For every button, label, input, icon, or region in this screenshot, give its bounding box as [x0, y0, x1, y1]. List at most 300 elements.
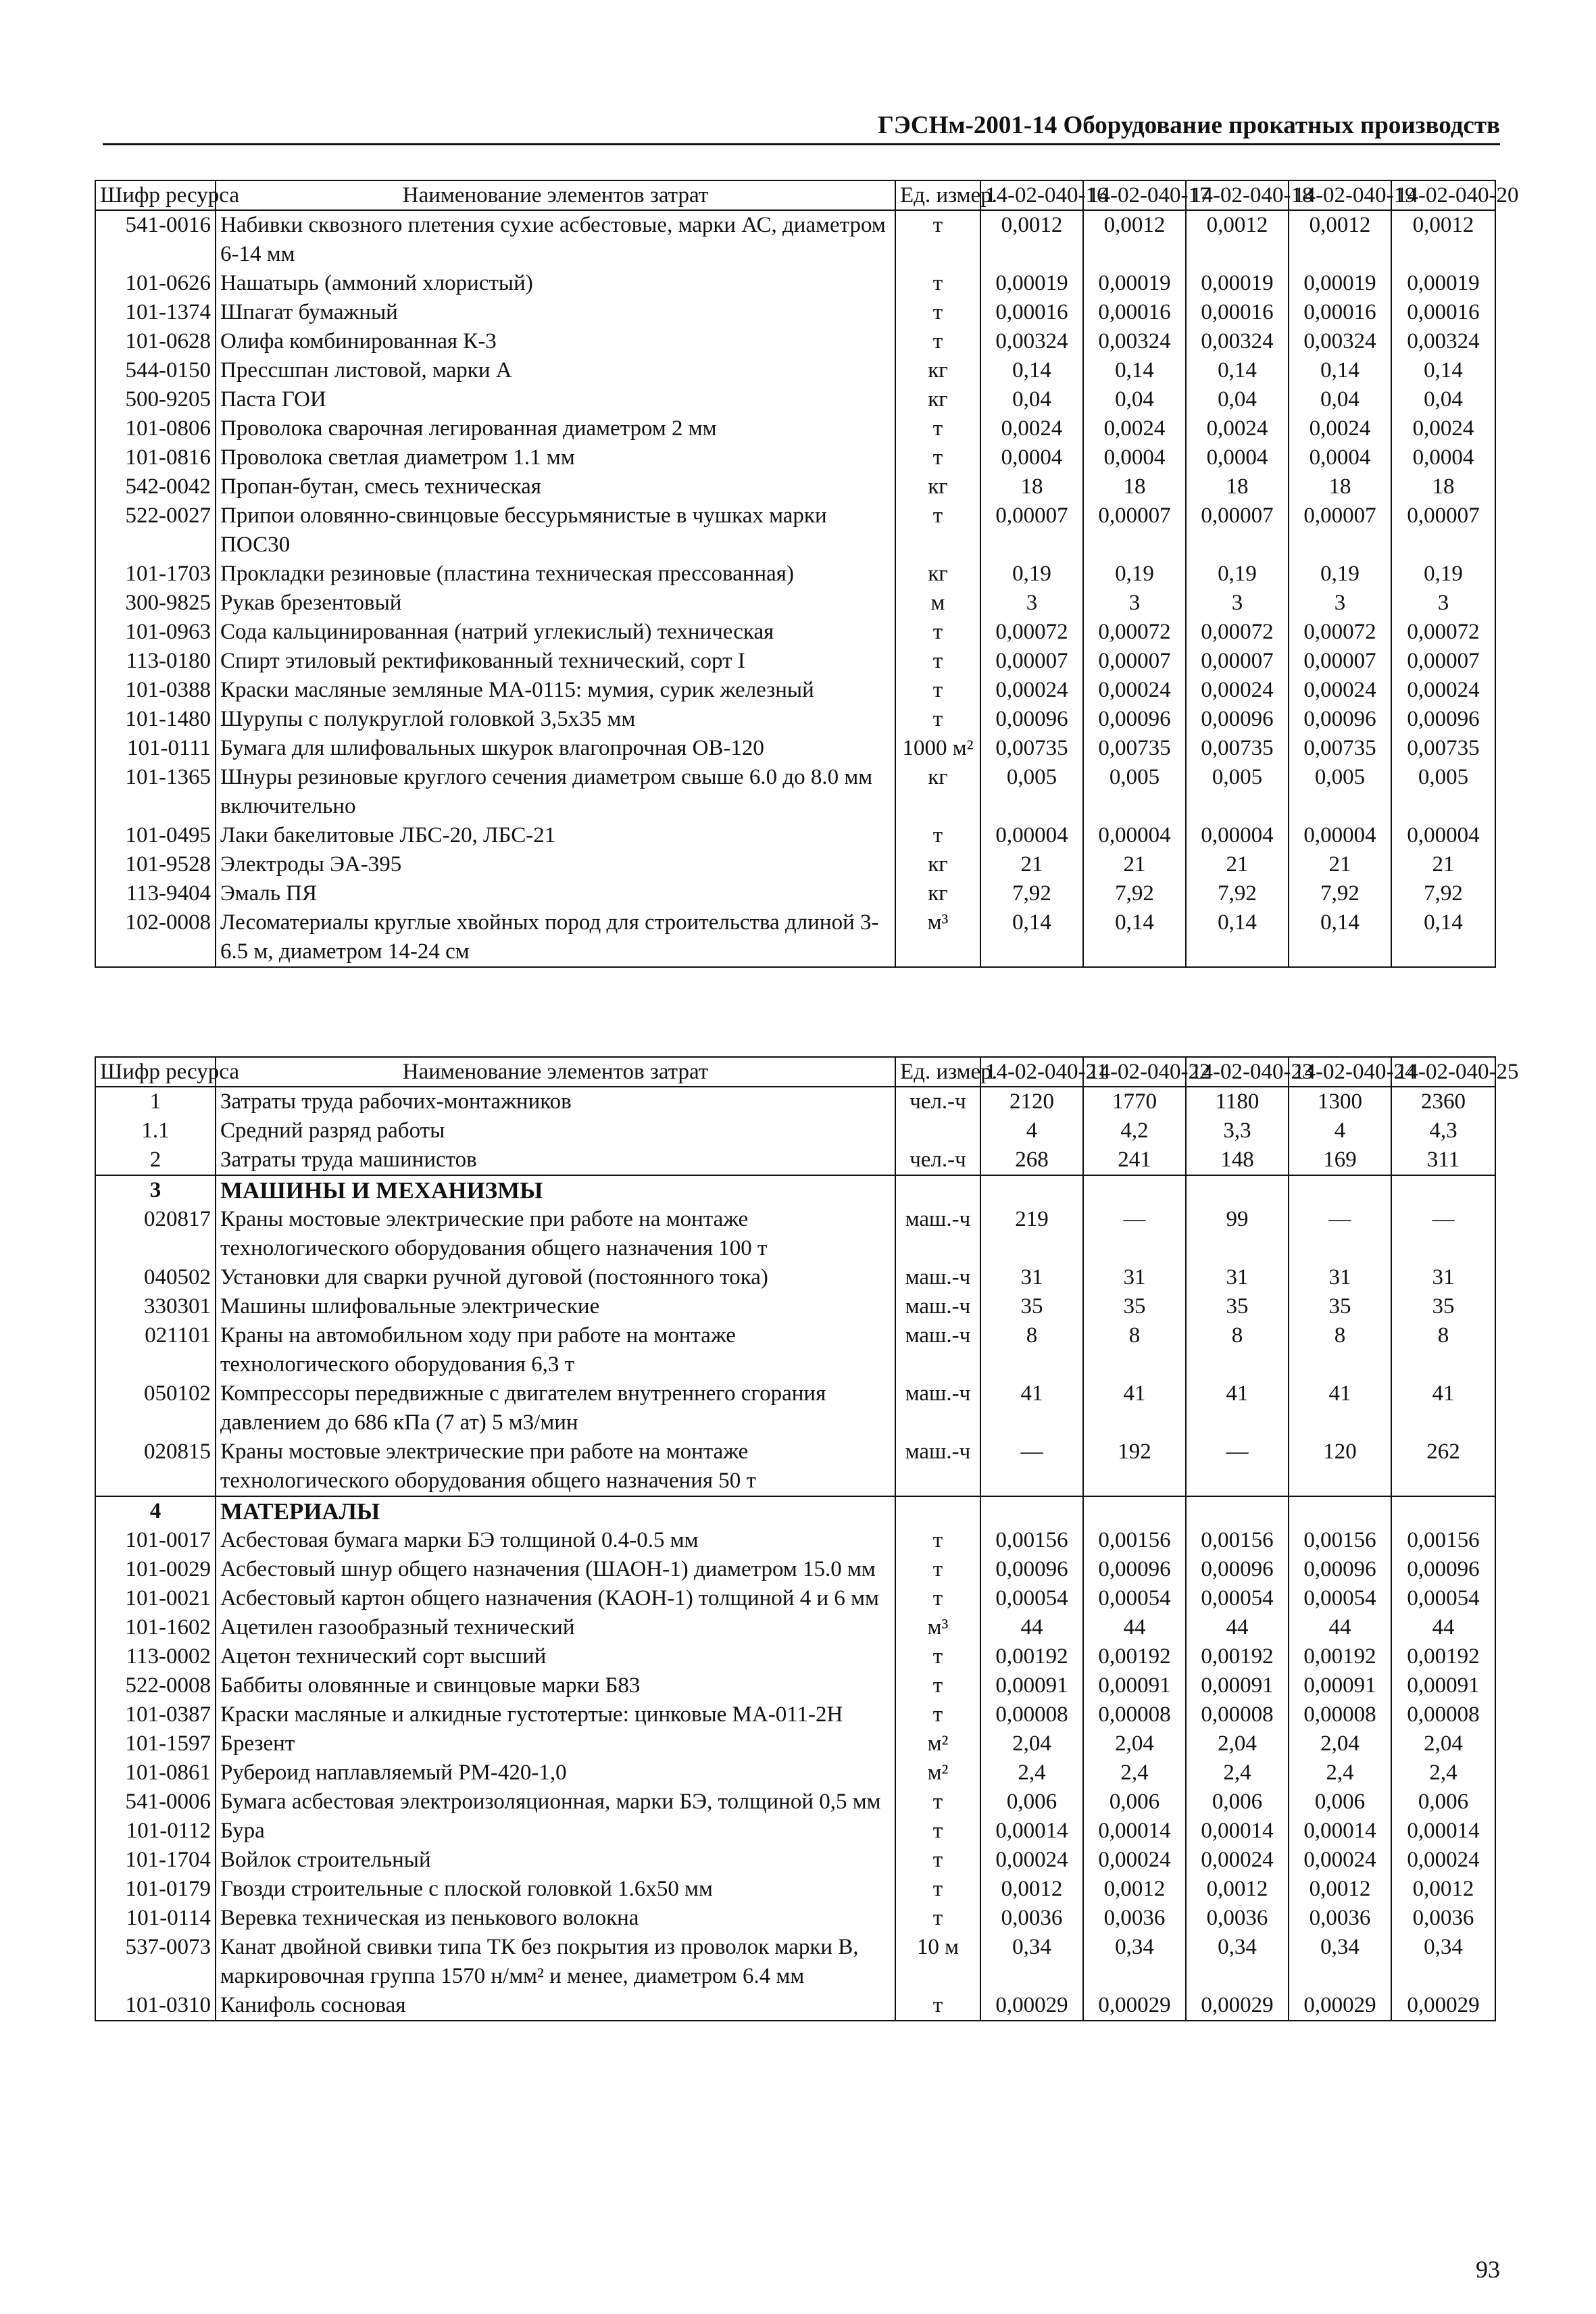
resource-value: 44: [1083, 1613, 1186, 1642]
resource-code: 522-0008: [95, 1671, 216, 1700]
resource-value: 0,0036: [1289, 1904, 1391, 1933]
table-row: [95, 676, 1495, 705]
resource-value: 0,0012: [1289, 210, 1391, 269]
resource-code: 101-0114: [95, 1904, 216, 1933]
resource-value: 21: [980, 850, 1083, 879]
resource-value: [1186, 1175, 1289, 1205]
table-row: [95, 1205, 1495, 1263]
resource-value: 18: [980, 472, 1083, 501]
table-row: [95, 1087, 1495, 1116]
resource-value: 0,0036: [1186, 1904, 1289, 1933]
resource-value: 0,00016: [1186, 298, 1289, 327]
resource-code: 541-0006: [95, 1788, 216, 1817]
table-row: [95, 1991, 1495, 2021]
resource-name: Проволока сварочная легированная диаметром 2 мм: [216, 414, 895, 443]
resource-value: 0,00007: [980, 501, 1083, 560]
resource-code: 020817: [95, 1205, 216, 1263]
section-row: [95, 1496, 1495, 1526]
table-row: [95, 850, 1495, 879]
resource-unit: т: [895, 414, 980, 443]
resource-unit: т: [895, 1671, 980, 1700]
resource-code: 113-9404: [95, 879, 216, 908]
resource-name: Проволока светлая диаметром 1.1 мм: [216, 443, 895, 472]
resource-value: 0,00091: [1289, 1671, 1391, 1700]
resource-unit: т: [895, 705, 980, 734]
resource-value: 0,00072: [980, 618, 1083, 647]
resource-name: Брезент: [216, 1729, 895, 1758]
resource-value: —: [1186, 1437, 1289, 1496]
resource-code: 101-1602: [95, 1613, 216, 1642]
table-row: [95, 1292, 1495, 1321]
resource-name: МАШИНЫ И МЕХАНИЗМЫ: [216, 1175, 895, 1205]
table-row: [95, 1526, 1495, 1555]
resource-unit: т: [895, 647, 980, 676]
resource-code: 101-0963: [95, 618, 216, 647]
table-row: [95, 501, 1495, 560]
table-row: [95, 1555, 1495, 1584]
resource-value: 7,92: [980, 879, 1083, 908]
resource-value: 0,00008: [980, 1700, 1083, 1729]
resource-value: 0,0012: [980, 1875, 1083, 1904]
resource-unit: т: [895, 1584, 980, 1613]
resource-code: 050102: [95, 1379, 216, 1437]
resource-value: 4,3: [1391, 1116, 1495, 1146]
resource-value: 0,0012: [1186, 210, 1289, 269]
resource-value: 0,00024: [1289, 1846, 1391, 1875]
resource-name: Бура: [216, 1817, 895, 1846]
resource-value: 0,00016: [980, 298, 1083, 327]
resource-value: 44: [1186, 1613, 1289, 1642]
resource-value: 0,00324: [1391, 327, 1495, 356]
resource-value: 0,14: [1186, 908, 1289, 967]
resource-value: 0,00096: [1289, 1555, 1391, 1584]
resource-code: 102-0008: [95, 908, 216, 967]
resource-value: 0,0004: [1083, 443, 1186, 472]
resource-value: 0,00096: [1186, 705, 1289, 734]
resource-value: 1770: [1083, 1087, 1186, 1116]
resource-value: 0,00007: [1391, 647, 1495, 676]
table-row: [95, 1846, 1495, 1875]
resource-value: 41: [1391, 1379, 1495, 1437]
resource-value: 21: [1186, 850, 1289, 879]
resource-value: 0,00324: [1289, 327, 1391, 356]
resource-value: —: [1391, 1205, 1495, 1263]
table-row: [95, 821, 1495, 850]
resource-value: 8: [980, 1321, 1083, 1379]
resource-value: 0,006: [1083, 1788, 1186, 1817]
resource-unit: кг: [895, 356, 980, 385]
header-name: Наименование элементов затрат: [216, 1057, 895, 1087]
resource-code: 522-0027: [95, 501, 216, 560]
resource-value: 0,19: [980, 560, 1083, 589]
header-code: Шифр ресурса: [95, 180, 216, 210]
resource-value: 0,00054: [1391, 1584, 1495, 1613]
resource-unit: маш.-ч: [895, 1321, 980, 1379]
resource-value: 0,14: [1083, 908, 1186, 967]
resource-unit: маш.-ч: [895, 1263, 980, 1292]
resource-table-2: [95, 1056, 1519, 2021]
resource-code: 4: [95, 1496, 216, 1526]
resource-value: 0,14: [1391, 908, 1495, 967]
resource-unit: маш.-ч: [895, 1292, 980, 1321]
table-header: [95, 180, 1519, 210]
resource-value: 0,005: [1391, 763, 1495, 821]
resource-value: 41: [1083, 1379, 1186, 1437]
resource-code: 101-0310: [95, 1991, 216, 2021]
resource-value: 18: [1289, 472, 1391, 501]
resource-code: 101-1704: [95, 1846, 216, 1875]
resource-value: 0,00016: [1289, 298, 1391, 327]
resource-value: 0,0024: [1289, 414, 1391, 443]
resource-value: 0,00156: [1186, 1526, 1289, 1555]
resource-value: 0,00096: [1083, 1555, 1186, 1584]
header-code: Шифр ресурса: [95, 1057, 216, 1087]
resource-value: 0,00096: [1186, 1555, 1289, 1584]
header-unit: Ед. измер.: [895, 180, 980, 210]
resource-unit: [895, 1496, 980, 1526]
resource-value: 0,00019: [1391, 269, 1495, 298]
resource-value: 0,00024: [1391, 676, 1495, 705]
resource-name: Краски масляные и алкидные густотертые: цинковые МА-011-2Н: [216, 1700, 895, 1729]
resource-value: 0,00072: [1289, 618, 1391, 647]
resource-unit: кг: [895, 763, 980, 821]
table-row: [95, 1817, 1495, 1846]
resource-value: 0,19: [1083, 560, 1186, 589]
resource-unit: т: [895, 1526, 980, 1555]
resource-code: 3: [95, 1175, 216, 1205]
resource-name: Компрессоры передвижные с двигателем внутреннего сгорания давлением до 686 кПа (7 ат) 5 м3/мин: [216, 1379, 895, 1437]
resource-value: 0,005: [1186, 763, 1289, 821]
resource-value: 0,0004: [1391, 443, 1495, 472]
resource-unit: т: [895, 327, 980, 356]
resource-code: 101-0495: [95, 821, 216, 850]
resource-value: 0,00007: [1391, 501, 1495, 560]
resource-value: 31: [1391, 1263, 1495, 1292]
resource-name: Канат двойной свивки типа ТК без покрытия из проволок марки В, маркировочная группа 1570 н/мм² и менее, диаметром 6.4 мм: [216, 1933, 895, 1991]
resource-name: Баббиты оловянные и свинцовые марки Б83: [216, 1671, 895, 1700]
resource-unit: м: [895, 589, 980, 618]
table-row: [95, 1788, 1495, 1817]
resource-value: 44: [1289, 1613, 1391, 1642]
resource-name: Нашатырь (аммоний хлористый): [216, 269, 895, 298]
resource-value: 0,00096: [1391, 705, 1495, 734]
resource-value: 0,34: [1289, 1933, 1391, 1991]
resource-value: 31: [1289, 1263, 1391, 1292]
resource-value: 2,4: [1391, 1758, 1495, 1788]
resource-value: 0,005: [1083, 763, 1186, 821]
resource-value: 2360: [1391, 1087, 1495, 1116]
resource-value: [980, 1175, 1083, 1205]
resource-value: 0,00156: [1289, 1526, 1391, 1555]
resource-value: 31: [980, 1263, 1083, 1292]
resource-value: 262: [1391, 1437, 1495, 1496]
resource-value: 0,0004: [1186, 443, 1289, 472]
resource-value: 0,00004: [1391, 821, 1495, 850]
resource-unit: кг: [895, 560, 980, 589]
resource-code: 101-0816: [95, 443, 216, 472]
resource-value: 0,0012: [980, 210, 1083, 269]
resource-unit: м²: [895, 1758, 980, 1788]
resource-value: 0,00735: [1391, 734, 1495, 763]
resource-value: 2,04: [980, 1729, 1083, 1758]
resource-name: Асбестовый шнур общего назначения (ШАОН-1) диаметром 15.0 мм: [216, 1555, 895, 1584]
resource-unit: чел.-ч: [895, 1146, 980, 1175]
resource-value: 0,14: [1083, 356, 1186, 385]
resource-value: 21: [1083, 850, 1186, 879]
resource-value: 0,00054: [980, 1584, 1083, 1613]
resource-value: 0,34: [1391, 1933, 1495, 1991]
resource-value: 0,005: [980, 763, 1083, 821]
resource-value: 0,00004: [1289, 821, 1391, 850]
resource-value: 8: [1083, 1321, 1186, 1379]
table-row: [95, 763, 1495, 821]
resource-code: 020815: [95, 1437, 216, 1496]
resource-code: 101-0387: [95, 1700, 216, 1729]
resource-value: 0,0012: [1391, 210, 1495, 269]
resource-value: [1289, 1175, 1391, 1205]
resource-value: 0,0024: [1391, 414, 1495, 443]
table-row: [95, 356, 1495, 385]
resource-name: Веревка техническая из пенькового волокна: [216, 1904, 895, 1933]
resource-value: 0,00007: [1289, 647, 1391, 676]
resource-code: 500-9205: [95, 385, 216, 414]
resource-code: 101-0628: [95, 327, 216, 356]
resource-value: 0,00007: [1083, 647, 1186, 676]
resource-name: Гвозди строительные с плоской головкой 1.6х50 мм: [216, 1875, 895, 1904]
resource-value: 0,00014: [1289, 1817, 1391, 1846]
resource-name: Краски масляные земляные МА-0115: мумия, сурик железный: [216, 676, 895, 705]
resource-value: 0,00324: [1083, 327, 1186, 356]
resource-value: 41: [1289, 1379, 1391, 1437]
resource-unit: м³: [895, 1613, 980, 1642]
resource-value: 0,00735: [980, 734, 1083, 763]
table-row: [95, 560, 1495, 589]
resource-code: 113-0180: [95, 647, 216, 676]
resource-value: 0,00007: [1186, 501, 1289, 560]
resource-value: 0,00024: [1186, 676, 1289, 705]
resource-unit: кг: [895, 472, 980, 501]
resource-code: 101-1480: [95, 705, 216, 734]
resource-code: 330301: [95, 1292, 216, 1321]
resource-value: 0,00007: [1289, 501, 1391, 560]
resource-value: 0,14: [980, 356, 1083, 385]
resource-value: 0,0012: [1083, 1875, 1186, 1904]
resource-unit: т: [895, 676, 980, 705]
resource-value: 311: [1391, 1146, 1495, 1175]
table-row: [95, 1146, 1495, 1175]
resource-value: 0,00029: [980, 1991, 1083, 2021]
resource-value: 0,006: [980, 1788, 1083, 1817]
resource-name: Припои оловянно-свинцовые бессурьмянистые в чушках марки ПОС30: [216, 501, 895, 560]
resource-value: 7,92: [1186, 879, 1289, 908]
resource-name: Канифоль сосновая: [216, 1991, 895, 2021]
resource-value: 2,04: [1391, 1729, 1495, 1758]
resource-name: Краны мостовые электрические при работе на монтаже технологического оборудования общего назначения 50 т: [216, 1437, 895, 1496]
resource-value: —: [1083, 1205, 1186, 1263]
resource-name: Лесоматериалы круглые хвойных пород для строительства длиной 3-6.5 м, диаметром 14-24 см: [216, 908, 895, 967]
resource-unit: т: [895, 1846, 980, 1875]
resource-value: 0,00029: [1289, 1991, 1391, 2021]
resource-value: 148: [1186, 1146, 1289, 1175]
resource-value: 0,00072: [1083, 618, 1186, 647]
resource-value: 0,00016: [1391, 298, 1495, 327]
resource-unit: [895, 1116, 980, 1146]
resource-name: Олифа комбинированная К-3: [216, 327, 895, 356]
resource-value: 0,34: [1083, 1933, 1186, 1991]
resource-name: Бумага для шлифовальных шкурок влагопрочная ОВ-120: [216, 734, 895, 763]
resource-name: Шнуры резиновые круглого сечения диаметром свыше 6.0 до 8.0 мм включительно: [216, 763, 895, 821]
resource-value: 0,00024: [1186, 1846, 1289, 1875]
resource-value: 0,00029: [1391, 1991, 1495, 2021]
resource-value: 0,00019: [1083, 269, 1186, 298]
resource-name: Эмаль ПЯ: [216, 879, 895, 908]
resource-value: 0,00024: [1391, 1846, 1495, 1875]
resource-value: 3,3: [1186, 1116, 1289, 1146]
resource-unit: кг: [895, 385, 980, 414]
resource-value: 0,0024: [1186, 414, 1289, 443]
table-row: [95, 414, 1495, 443]
resource-value: 0,00192: [1391, 1642, 1495, 1671]
resource-name: Спирт этиловый ректификованный технический, сорт I: [216, 647, 895, 676]
resource-value: 0,00008: [1186, 1700, 1289, 1729]
resource-value: 8: [1186, 1321, 1289, 1379]
resource-value: 0,00004: [1083, 821, 1186, 850]
resource-value: [1083, 1175, 1186, 1205]
resource-value: 31: [1186, 1263, 1289, 1292]
resource-value: 0,00054: [1186, 1584, 1289, 1613]
resource-value: 0,14: [1289, 356, 1391, 385]
resource-value: 0,0012: [1186, 1875, 1289, 1904]
resource-value: 0,006: [1289, 1788, 1391, 1817]
resource-code: 101-1703: [95, 560, 216, 589]
resource-value: 35: [1289, 1292, 1391, 1321]
resource-value: 0,04: [1083, 385, 1186, 414]
resource-value: 0,00014: [980, 1817, 1083, 1846]
resource-code: 101-1365: [95, 763, 216, 821]
table-row: [95, 443, 1495, 472]
resource-value: 241: [1083, 1146, 1186, 1175]
resource-value: 268: [980, 1146, 1083, 1175]
resource-value: 0,19: [1186, 560, 1289, 589]
resource-code: 101-0861: [95, 1758, 216, 1788]
resource-name: Набивки сквозного плетения сухие асбестовые, марки АС, диаметром 6-14 мм: [216, 210, 895, 269]
resource-name: Пропан-бутан, смесь техническая: [216, 472, 895, 501]
resource-value: 2,4: [1186, 1758, 1289, 1788]
resource-value: 0,00019: [980, 269, 1083, 298]
resource-unit: чел.-ч: [895, 1087, 980, 1116]
table-row: [95, 618, 1495, 647]
resource-value: 0,34: [1186, 1933, 1289, 1991]
resource-value: 4,2: [1083, 1116, 1186, 1146]
header-column-code: 14-02-040-19: [1289, 180, 1391, 210]
resource-value: 2,04: [1289, 1729, 1391, 1758]
resource-code: 541-0016: [95, 210, 216, 269]
resource-value: 0,00735: [1083, 734, 1186, 763]
resource-value: 0,00096: [1289, 705, 1391, 734]
resource-value: 35: [980, 1292, 1083, 1321]
resource-value: 0,00024: [980, 676, 1083, 705]
table-row: [95, 385, 1495, 414]
resource-value: [1083, 1496, 1186, 1526]
resource-value: 0,00008: [1391, 1700, 1495, 1729]
resource-value: 1300: [1289, 1087, 1391, 1116]
resource-name: МАТЕРИАЛЫ: [216, 1496, 895, 1526]
resource-unit: т: [895, 269, 980, 298]
resource-name: Войлок строительный: [216, 1846, 895, 1875]
resource-code: 101-0626: [95, 269, 216, 298]
resource-code: 021101: [95, 1321, 216, 1379]
resource-value: 0,00192: [980, 1642, 1083, 1671]
table-row: [95, 1613, 1495, 1642]
resource-unit: маш.-ч: [895, 1205, 980, 1263]
resource-value: 3: [1083, 589, 1186, 618]
table-row: [95, 1729, 1495, 1758]
resource-name: Затраты труда машинистов: [216, 1146, 895, 1175]
resource-value: 0,00024: [980, 1846, 1083, 1875]
resource-value: 3: [1289, 589, 1391, 618]
resource-value: —: [1289, 1205, 1391, 1263]
resource-value: 2,4: [1289, 1758, 1391, 1788]
resource-value: 0,00007: [980, 647, 1083, 676]
resource-value: 35: [1391, 1292, 1495, 1321]
resource-value: 0,00008: [1083, 1700, 1186, 1729]
resource-value: 0,00072: [1186, 618, 1289, 647]
resource-unit: кг: [895, 879, 980, 908]
resource-value: 0,00156: [1391, 1526, 1495, 1555]
resource-value: 0,00156: [1083, 1526, 1186, 1555]
table-row: [95, 589, 1495, 618]
resource-value: 0,04: [1391, 385, 1495, 414]
resource-code: 113-0002: [95, 1642, 216, 1671]
resource-value: 0,00014: [1186, 1817, 1289, 1846]
resource-value: 2,04: [1083, 1729, 1186, 1758]
resource-value: 0,04: [1289, 385, 1391, 414]
resource-value: 0,19: [1289, 560, 1391, 589]
table-body: [95, 1087, 1495, 2021]
resource-value: 0,00004: [980, 821, 1083, 850]
resource-value: 18: [1391, 472, 1495, 501]
resource-value: [980, 1496, 1083, 1526]
resource-name: Лаки бакелитовые ЛБС-20, ЛБС-21: [216, 821, 895, 850]
resource-code: 040502: [95, 1263, 216, 1292]
resource-value: 0,00029: [1083, 1991, 1186, 2021]
resource-name: Паста ГОИ: [216, 385, 895, 414]
resource-value: 0,14: [1391, 356, 1495, 385]
resource-value: 0,00324: [1186, 327, 1289, 356]
resource-value: 0,19: [1391, 560, 1495, 589]
header-rule: [103, 143, 1500, 145]
resource-value: 0,0012: [1289, 1875, 1391, 1904]
table-row: [95, 1671, 1495, 1700]
resource-unit: т: [895, 1788, 980, 1817]
resource-code: 300-9825: [95, 589, 216, 618]
header-column-code: 14-02-040-21: [980, 1057, 1083, 1087]
resource-value: 8: [1289, 1321, 1391, 1379]
resource-value: 1180: [1186, 1087, 1289, 1116]
header-column-code: 14-02-040-20: [1391, 180, 1495, 210]
resource-value: 41: [1186, 1379, 1289, 1437]
resource-value: 0,00014: [1083, 1817, 1186, 1846]
resource-value: 0,00096: [1391, 1555, 1495, 1584]
resource-value: 0,0012: [1391, 1875, 1495, 1904]
resource-unit: т: [895, 298, 980, 327]
resource-code: 101-0111: [95, 734, 216, 763]
resource-value: 0,00072: [1391, 618, 1495, 647]
resource-code: 1.1: [95, 1116, 216, 1146]
resource-unit: т: [895, 1991, 980, 2021]
header-column-code: 14-02-040-22: [1083, 1057, 1186, 1087]
resource-code: 101-0017: [95, 1526, 216, 1555]
